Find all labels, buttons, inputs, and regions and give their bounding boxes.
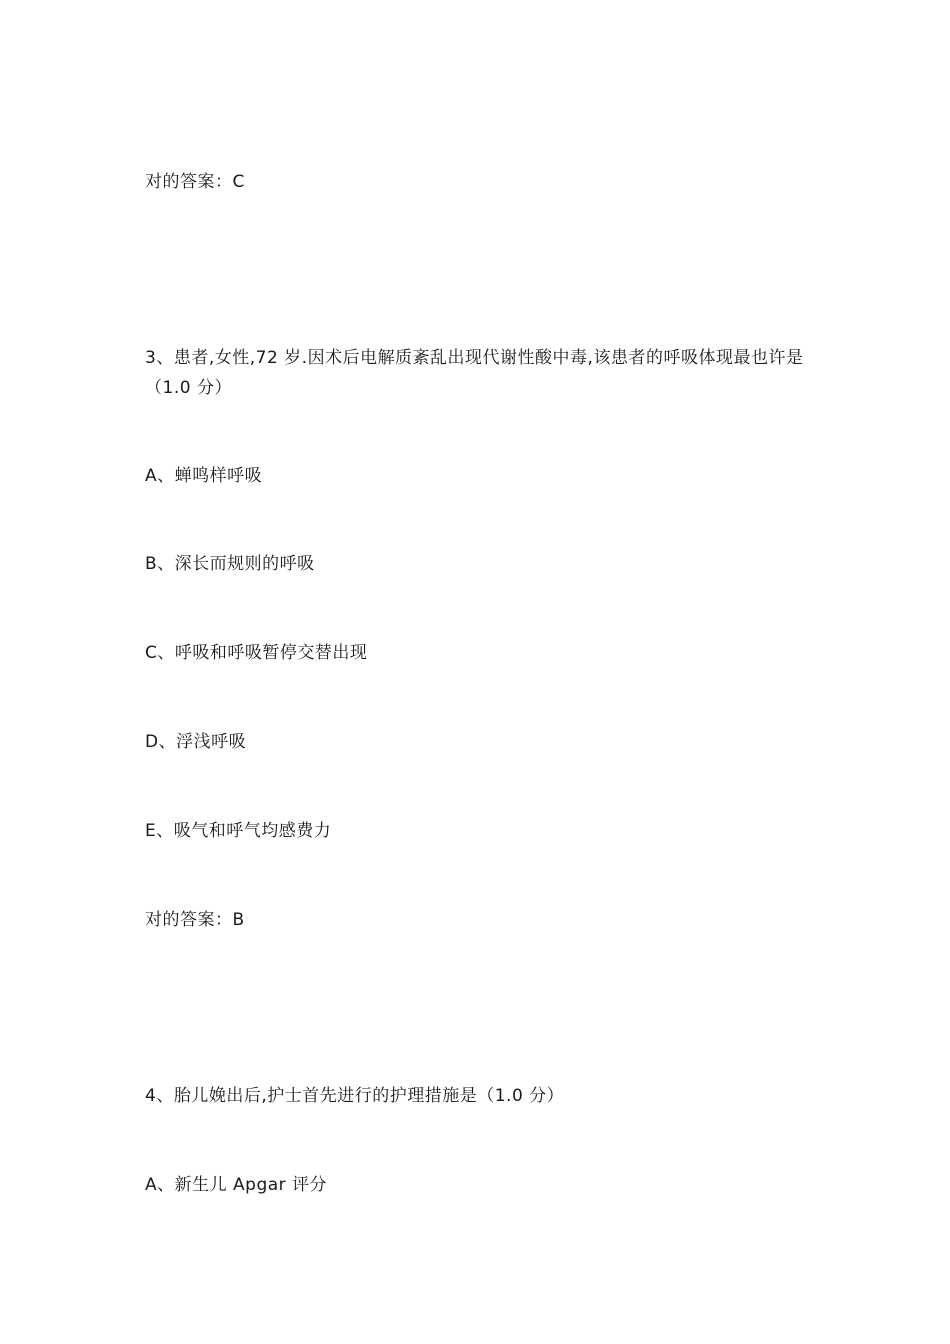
question-stem: 3、患者,女性,72 岁.因术后电解质紊乱出现代谢性酸中毒,该患者的呼吸体现最也许是（1.0 分）	[145, 348, 804, 398]
option-a: A、蝉鸣样呼吸	[145, 466, 263, 486]
question-stem: 4、胎儿娩出后,护士首先进行的护理措施是（1.0 分）	[145, 1086, 565, 1106]
option-c: C、呼吸和呼吸暂停交替出现	[145, 643, 368, 663]
answer-text: 对的答案：C	[145, 172, 245, 192]
option-d: D、浮浅呼吸	[145, 732, 247, 752]
option-a: A、新生儿 Apgar 评分	[145, 1175, 328, 1195]
option-e: E、吸气和呼气均感费力	[145, 821, 332, 841]
option-b: B、深长而规则的呼吸	[145, 554, 315, 574]
answer-text: 对的答案：B	[145, 910, 245, 930]
